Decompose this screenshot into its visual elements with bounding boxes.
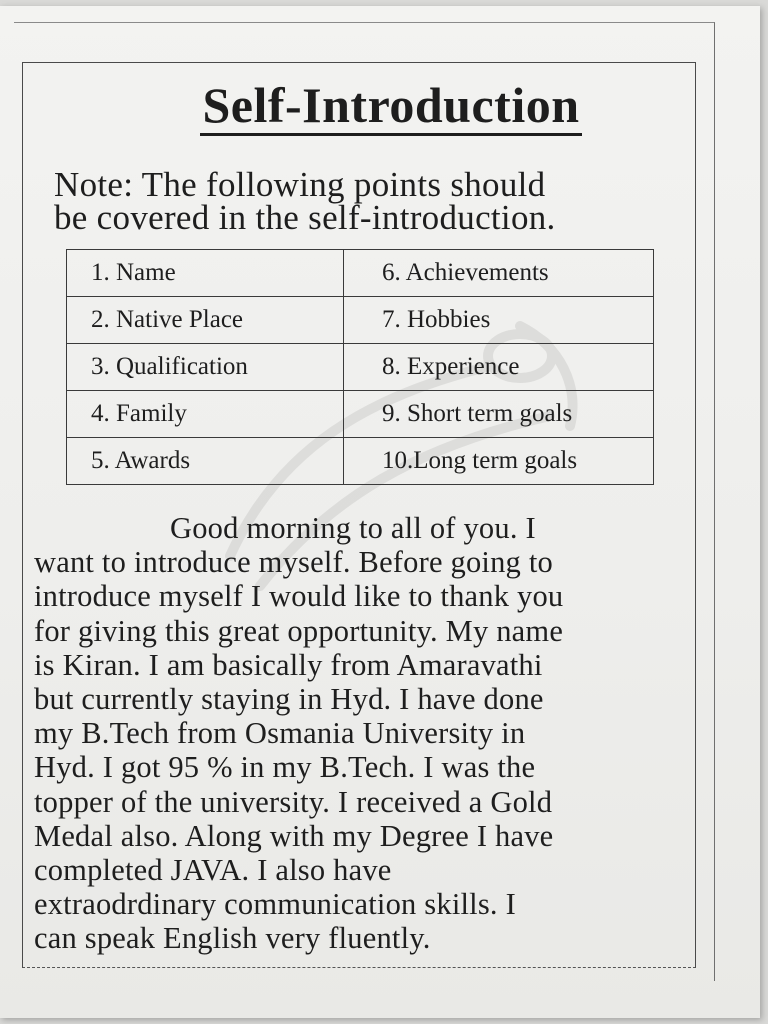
paragraph-line: want to introduce myself. Before going to [34, 545, 553, 580]
paragraph-line: can speak English very fluently. [34, 921, 431, 956]
paragraph-line: my B.Tech from Osmania University in [34, 716, 526, 751]
paragraph-line: introduce myself I would like to thank you [34, 579, 564, 614]
table-row [67, 344, 654, 391]
paragraph-line: completed JAVA. I also have [34, 853, 392, 888]
paragraph-line: Medal also. Along with my Degree I have [34, 818, 554, 853]
table-cell: 5. Awards [67, 438, 344, 485]
table-cell: 9. Short term goals [344, 391, 654, 438]
table-cell: 6. Achievements [344, 250, 654, 297]
note-line: be covered in the self-introduction. [54, 198, 556, 237]
note-text [54, 165, 674, 237]
paragraph-line: Hyd. I got 95 % in my B.Tech. I was the [34, 750, 536, 785]
note-line: Note: The following points should [54, 165, 546, 204]
introduction-paragraph [34, 511, 694, 956]
table-cell: 7. Hobbies [344, 297, 654, 344]
paragraph-line: Good morning to all of you. I [170, 511, 536, 545]
paragraph-line: but currently staying in Hyd. I have done [34, 682, 544, 717]
document-page [0, 6, 760, 1018]
table-cell: 2. Native Place [67, 297, 344, 344]
page-title: Self-Introduction [0, 76, 760, 134]
table-row [67, 250, 654, 297]
table-row [67, 391, 654, 438]
table-row [67, 297, 654, 344]
paragraph-line: is Kiran. I am basically from Amaravathi [34, 647, 543, 682]
paragraph-line: for giving this great opportunity. My name [34, 613, 564, 648]
paragraph-line: extraodrdinary communication skills. I [34, 887, 516, 922]
paragraph-line: topper of the university. I received a Gold [34, 784, 553, 819]
table-cell: 3. Qualification [67, 344, 344, 391]
table-cell: 10.Long term goals [344, 438, 654, 485]
table-cell: 4. Family [67, 391, 344, 438]
points-table [66, 249, 654, 485]
table-cell: 1. Name [67, 250, 344, 297]
table-row [67, 438, 654, 485]
table-cell: 8. Experience [344, 344, 654, 391]
